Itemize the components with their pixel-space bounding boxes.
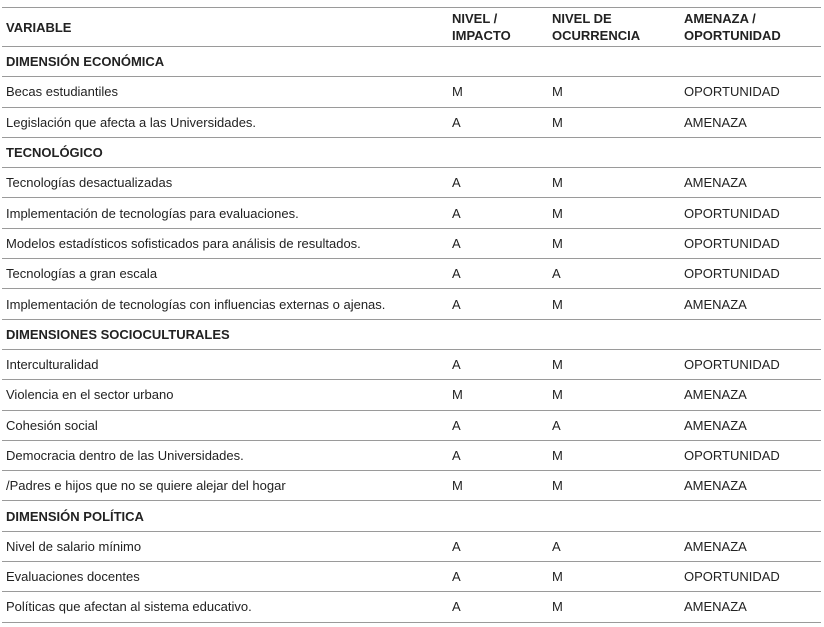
occurrence-cell: M [548,471,680,501]
impact-cell: A [448,289,548,319]
header-row [2,8,821,47]
header-threat-line1: AMENAZA / [684,11,756,26]
table-row [2,410,821,440]
table-row [2,471,821,501]
threat-opportunity-cell: AMENAZA [680,592,821,622]
threat-opportunity-cell: AMENAZA [680,168,821,198]
threat-opportunity-cell: AMENAZA [680,471,821,501]
impact-cell: A [448,592,548,622]
variable-cell: Implementación de tecnologías con influencias externas o ajenas. [2,289,448,319]
table-row [2,562,821,592]
threat-opportunity-cell: OPORTUNIDAD [680,562,821,592]
variables-table [2,7,821,623]
occurrence-cell: M [548,198,680,228]
impact-cell: M [448,77,548,107]
impact-cell: A [448,440,548,470]
header-impact-line2: IMPACTO [452,28,511,43]
header-threat-opportunity [680,8,821,47]
section-row [2,501,821,531]
impact-cell: A [448,228,548,258]
threat-opportunity-cell: OPORTUNIDAD [680,228,821,258]
header-occurrence-line2: OCURRENCIA [552,28,641,43]
occurrence-cell: M [548,380,680,410]
section-title: DIMENSIONES SOCIOCULTURALES [2,319,821,349]
variable-cell: Tecnologías a gran escala [2,259,448,289]
variable-cell: Políticas que afectan al sistema educativo. [2,592,448,622]
header-occurrence [548,8,680,47]
impact-cell: A [448,349,548,379]
impact-cell: A [448,198,548,228]
impact-cell: A [448,531,548,561]
threat-opportunity-cell: AMENAZA [680,380,821,410]
occurrence-cell: M [548,440,680,470]
threat-opportunity-cell: AMENAZA [680,289,821,319]
occurrence-cell: M [548,228,680,258]
section-row [2,319,821,349]
impact-cell: M [448,471,548,501]
header-threat-line2: OPORTUNIDAD [684,28,781,43]
section-title: DIMENSIÓN POLÍTICA [2,501,821,531]
header-impact [448,8,548,47]
occurrence-cell: A [548,531,680,561]
variable-cell: Tecnologías desactualizadas [2,168,448,198]
table-row [2,168,821,198]
table-row [2,531,821,561]
header-occurrence-line1: NIVEL DE [552,11,612,26]
section-row [2,47,821,77]
variable-cell: Becas estudiantiles [2,77,448,107]
occurrence-cell: M [548,592,680,622]
table-row [2,107,821,137]
table-row [2,380,821,410]
threat-opportunity-cell: OPORTUNIDAD [680,349,821,379]
threat-opportunity-cell: AMENAZA [680,531,821,561]
table-body [2,47,821,623]
threat-opportunity-cell: OPORTUNIDAD [680,259,821,289]
occurrence-cell: M [548,562,680,592]
occurrence-cell: M [548,349,680,379]
impact-cell: M [448,380,548,410]
occurrence-cell: M [548,107,680,137]
impact-cell: A [448,168,548,198]
table-row [2,289,821,319]
variable-cell: Violencia en el sector urbano [2,380,448,410]
threat-opportunity-cell: OPORTUNIDAD [680,198,821,228]
impact-cell: A [448,562,548,592]
occurrence-cell: A [548,259,680,289]
occurrence-cell: M [548,168,680,198]
section-row [2,137,821,167]
section-title: DIMENSIÓN ECONÓMICA [2,47,821,77]
variable-cell: Implementación de tecnologías para evaluaciones. [2,198,448,228]
variable-cell: Nivel de salario mínimo [2,531,448,561]
variable-cell: Evaluaciones docentes [2,562,448,592]
occurrence-cell: M [548,77,680,107]
table-row [2,259,821,289]
variable-cell: /Padres e hijos que no se quiere alejar del hogar [2,471,448,501]
table-header [2,8,821,47]
impact-cell: A [448,410,548,440]
table-row [2,77,821,107]
table-row [2,440,821,470]
table-row [2,349,821,379]
variable-cell: Interculturalidad [2,349,448,379]
section-title: TECNOLÓGICO [2,137,821,167]
impact-cell: A [448,107,548,137]
threat-opportunity-cell: AMENAZA [680,410,821,440]
table-row [2,198,821,228]
table-row [2,592,821,622]
impact-cell: A [448,259,548,289]
table-row [2,228,821,258]
variable-cell: Legislación que afecta a las Universidades. [2,107,448,137]
threat-opportunity-cell: AMENAZA [680,107,821,137]
header-impact-line1: NIVEL / [452,11,498,26]
occurrence-cell: M [548,289,680,319]
variable-cell: Modelos estadísticos sofisticados para análisis de resultados. [2,228,448,258]
threat-opportunity-cell: OPORTUNIDAD [680,77,821,107]
threat-opportunity-cell: OPORTUNIDAD [680,440,821,470]
variable-cell: Democracia dentro de las Universidades. [2,440,448,470]
occurrence-cell: A [548,410,680,440]
variable-cell: Cohesión social [2,410,448,440]
header-variable: VARIABLE [2,8,448,47]
